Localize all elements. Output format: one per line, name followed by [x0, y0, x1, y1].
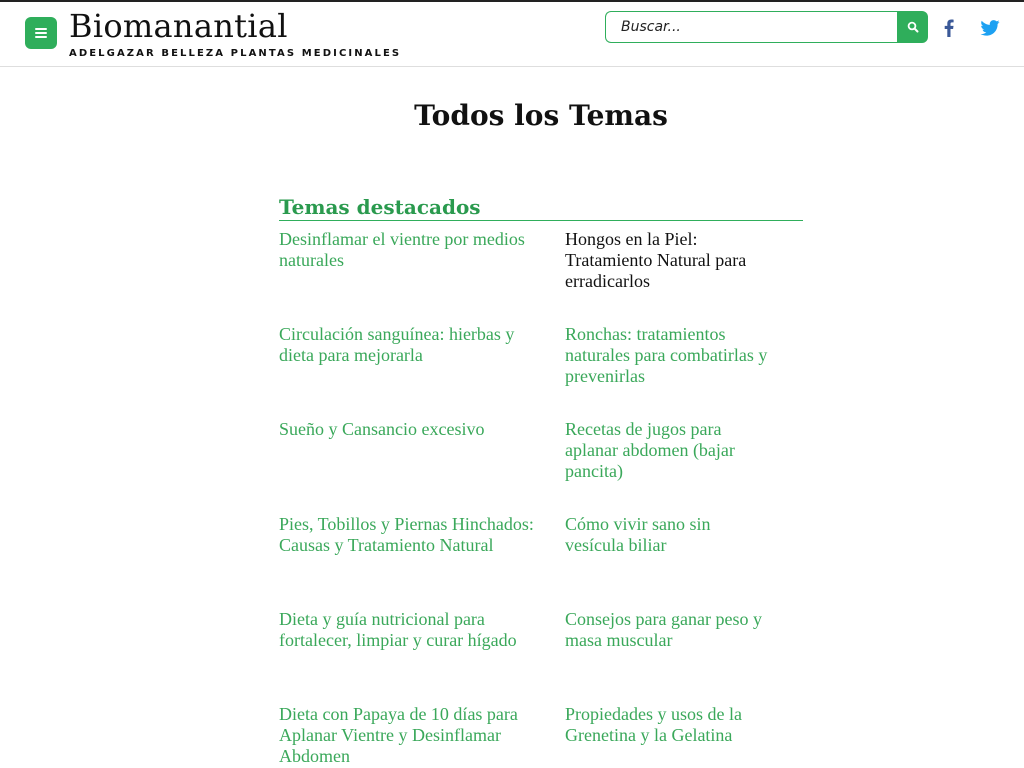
topic-link[interactable]: Hongos en la Piel: Tratamiento Natural para erradicarlos: [565, 229, 747, 291]
section-heading: Temas destacados: [279, 192, 803, 221]
facebook-icon[interactable]: [939, 16, 959, 40]
site-logo-title[interactable]: Biomanantial: [69, 7, 288, 45]
page-title: Todos los Temas: [414, 99, 668, 132]
search-input[interactable]: [606, 12, 897, 42]
twitter-icon[interactable]: [978, 16, 1002, 40]
topic-link[interactable]: Cómo vivir sano sin vesícula biliar: [565, 514, 711, 555]
site-tagline: ADELGAZAR BELLEZA PLANTAS MEDICINALES: [69, 48, 402, 59]
topic-link[interactable]: Dieta con Papaya de 10 días para Aplanar Vientre y Desinflamar Abdomen: [279, 704, 518, 766]
search-icon: [907, 21, 919, 33]
featured-topics-section: [279, 192, 803, 768]
topic-link[interactable]: Desinflamar el vientre por medios naturales: [279, 229, 525, 270]
topic-link[interactable]: Sueño y Cansancio excesivo: [279, 419, 485, 439]
search-field-wrapper: [605, 11, 897, 43]
hamburger-menu-icon[interactable]: [25, 17, 57, 49]
site-header: [0, 2, 1024, 67]
topic-link[interactable]: Consejos para ganar peso y masa muscular: [565, 609, 762, 650]
topic-link[interactable]: Ronchas: tratamientos naturales para combatirlas y prevenirlas: [565, 324, 768, 386]
topic-link[interactable]: Circulación sanguínea: hierbas y dieta para mejorarla: [279, 324, 515, 365]
topic-link[interactable]: Propiedades y usos de la Grenetina y la Gelatina: [565, 704, 742, 745]
search-button[interactable]: [897, 11, 928, 43]
topic-link[interactable]: Dieta y guía nutricional para fortalecer, limpiar y curar hígado: [279, 609, 517, 650]
topic-link[interactable]: Recetas de jugos para aplanar abdomen (bajar pancita): [565, 419, 735, 481]
topic-link[interactable]: Pies, Tobillos y Piernas Hinchados: Causas y Tratamiento Natural: [279, 514, 534, 555]
topic-list: [279, 221, 803, 768]
